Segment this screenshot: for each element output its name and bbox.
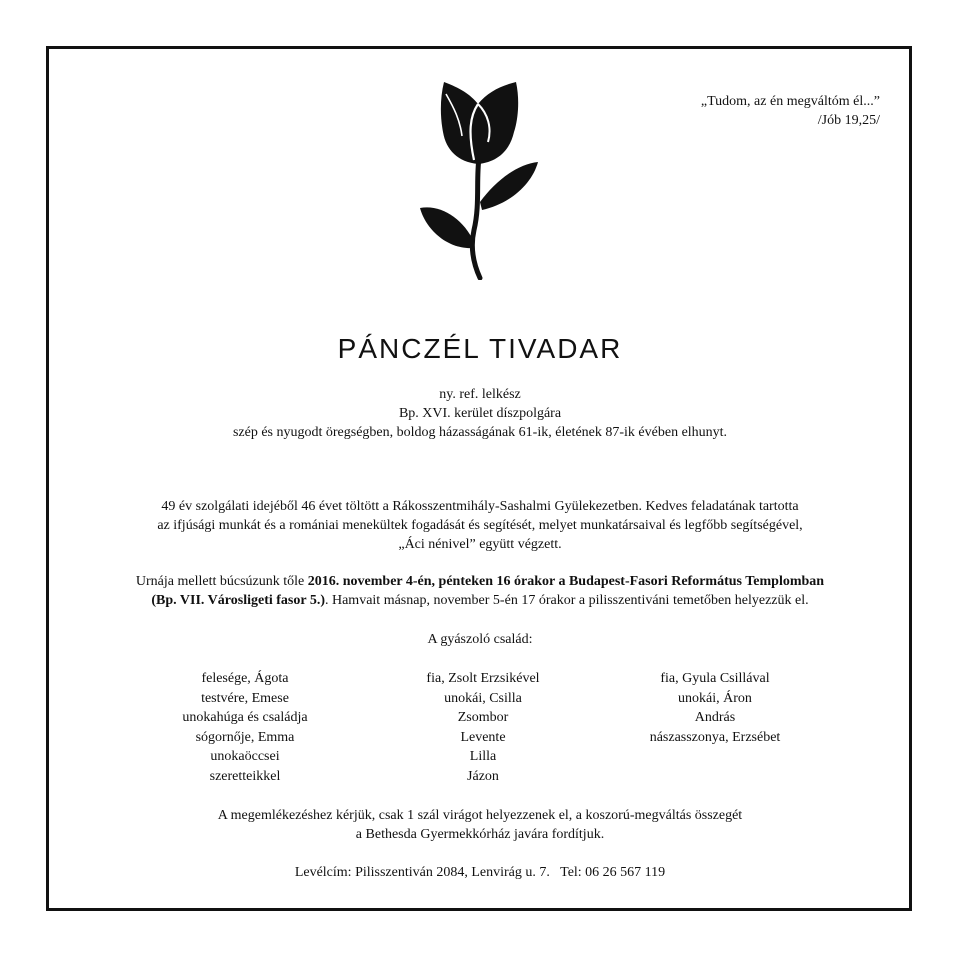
relative-item: fia, Zsolt Erzsikével [426,671,540,686]
burial-info: . Hamvait másnap, november 5-én 17 órakor a pilisszentiváni temetőben helyezzük el. [324,593,809,608]
service-paragraph [0,497,960,554]
service-line: az ifjúsági munkát és a romániai menekültek fogadását és segítését, melyet munkatársaival és legfőbb segítségével, [157,518,803,533]
tulip-icon [418,80,540,280]
flowers-line: A megemlékezéshez kérjük, csak 1 szál virágot helyezzenek el, a koszorú-megváltás összegét [217,808,743,823]
relative-item: Zsombor [457,710,509,725]
relative-item: unokahúga és családja [182,710,308,725]
service-line: 49 év szolgálati idejéből 46 évet töltött a Rákosszentmihály-Sashalmi Gyülekezetben. Kedves feladatának tartotta [161,499,799,514]
relative-item: unokái, Áron [678,690,752,706]
titles-block [0,385,960,442]
funeral-intro: Urnája mellett búcsúzunk tőle [135,574,308,589]
relatives-column-2 [373,669,593,786]
title-line: ny. ref. lelkész [439,387,521,402]
funeral-line-2 [0,591,960,610]
title-line: Bp. XVI. kerület díszpolgára [398,406,562,421]
relative-item: nászasszonya, Erzsébet [649,729,781,745]
flowers-line: a Bethesda Gyermekkórház javára fordítjuk. [355,827,605,842]
funeral-date-place: 2016. november 4-én, pénteken 16 órakor a Budapest-Fasori Református Templomban [307,574,825,589]
relative-item: testvére, Emese [201,690,289,706]
funeral-address: (Bp. VII. Városligeti fasor 5.) [151,593,325,608]
funeral-paragraph [0,572,960,610]
relatives-column-3 [605,669,825,747]
flowers-request [0,806,960,844]
relative-item: Jázon [467,768,499,784]
quote-reference: /Jób 19,25/ [817,113,880,128]
relative-item: sógornője, Emma [195,729,295,745]
relative-item: unokái, Csilla [444,690,522,706]
quote-text: „Tudom, az én megváltóm él...” [700,94,880,109]
relative-item: unokaöccsei [210,749,280,764]
title-line: szép és nyugodt öregségben, boldog házasságának 61-ik, életének 87-ik évében elhunyt. [232,425,728,440]
service-line: „Áci nénivel” együtt végzett. [398,537,562,552]
relative-item: felesége, Ágota [201,671,289,686]
relative-item: Levente [460,729,506,745]
funeral-line-1 [0,572,960,591]
relative-item: András [694,710,736,725]
relatives-column-1 [135,669,355,786]
contact-info: Levélcím: Pilisszentiván 2084, Lenvirág u. 7. Tel: 06 26 567 119 [294,865,666,880]
grieving-family-heading: A gyászoló család: [427,632,533,647]
relative-item: szeretteikkel [209,768,281,784]
relative-item: fia, Gyula Csillával [660,671,770,686]
relative-item: Lilla [469,749,497,764]
bible-quote [701,92,880,130]
deceased-name: PÁNCZÉL TIVADAR [337,333,623,364]
